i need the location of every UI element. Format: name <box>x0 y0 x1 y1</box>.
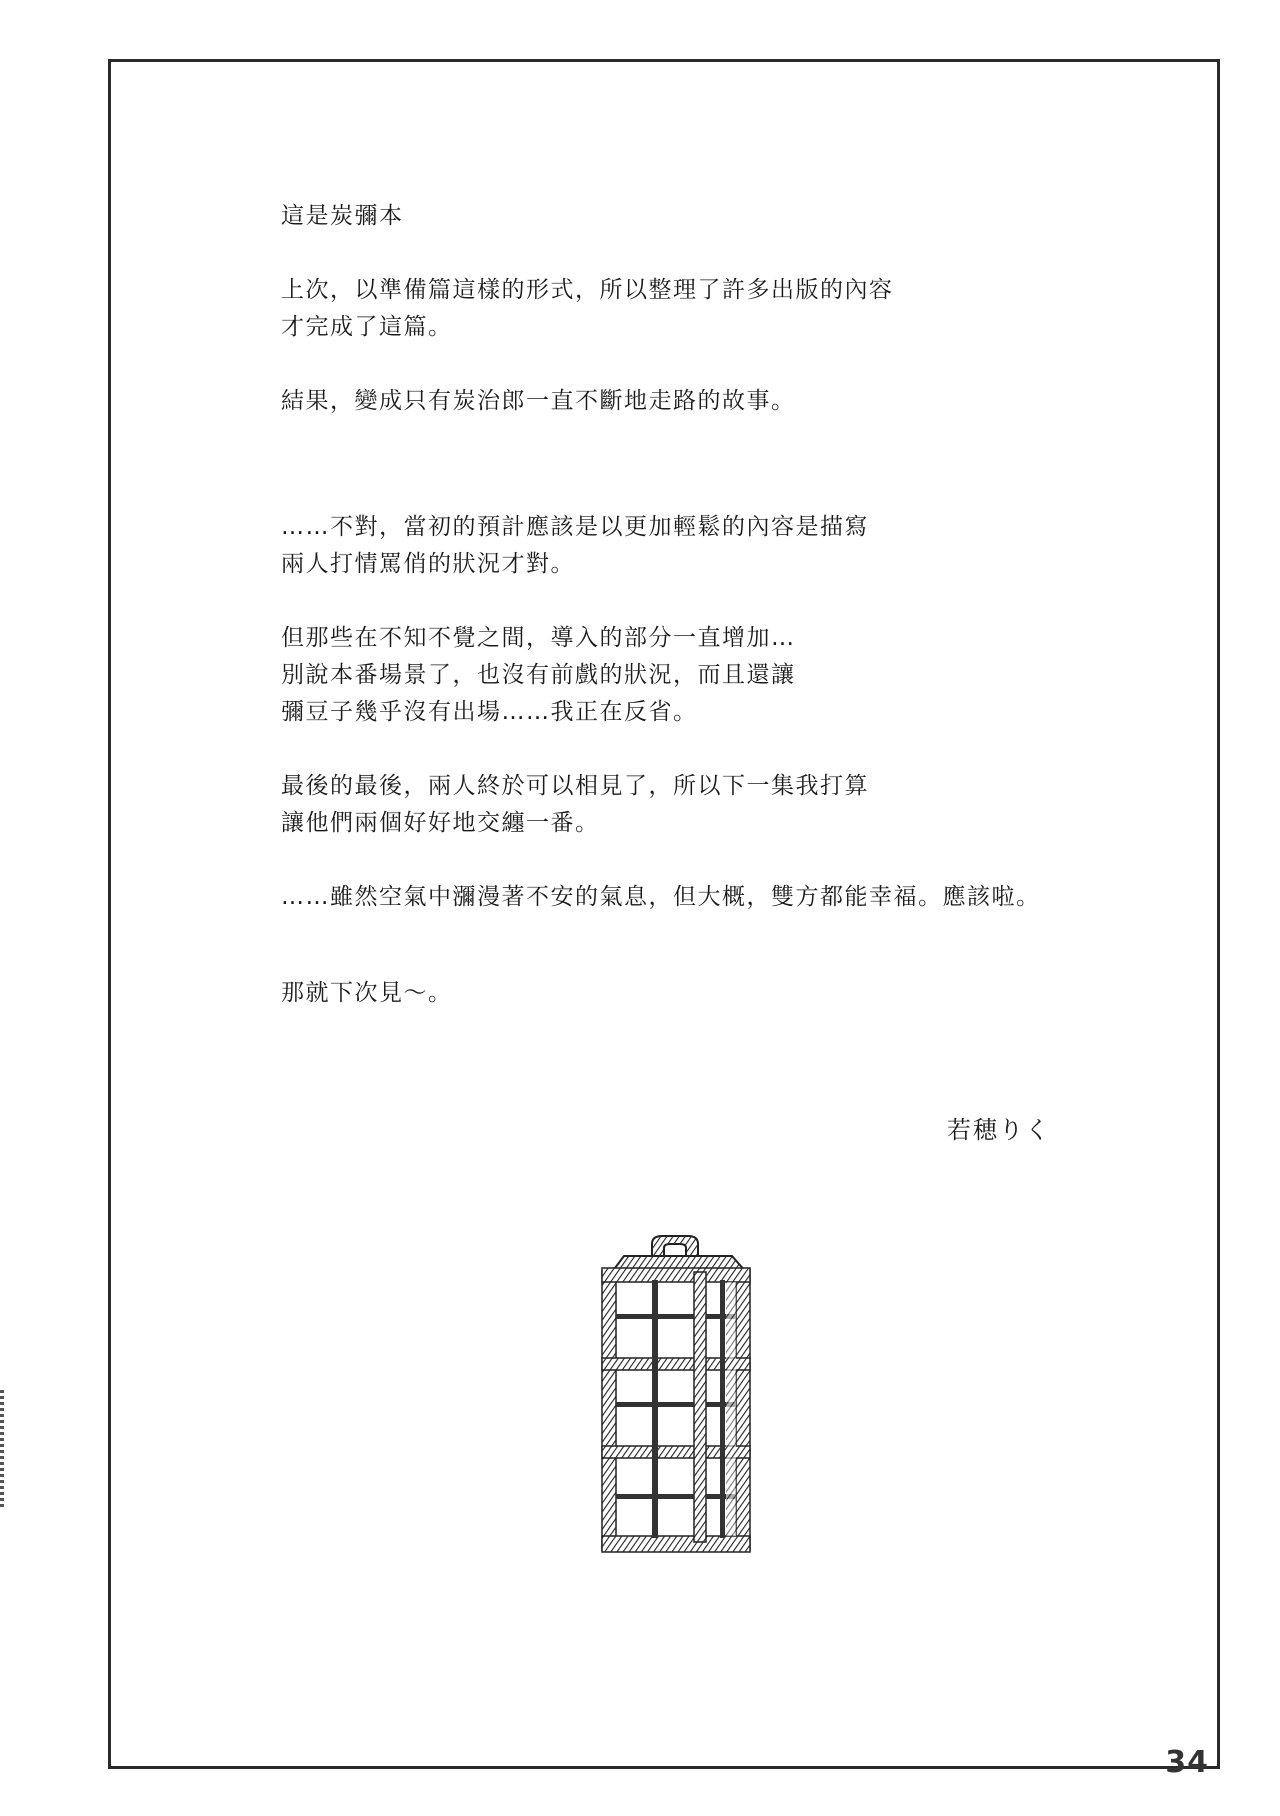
letter-line: 讓他們兩個好好地交纏一番。 <box>281 809 600 836</box>
letter-line: 但那些在不知不覺之間，導入的部分一直增加… <box>281 624 796 651</box>
letter-line: ……雖然空氣中瀰漫著不安的氣息，但大概，雙方都能幸福。應該啦。 <box>281 883 1041 910</box>
letter-paragraph <box>281 383 1181 420</box>
letter-paragraph <box>281 768 1181 842</box>
letter-line: 上次，以準備篇這樣的形式，所以整理了許多出版的內容 <box>281 277 894 303</box>
letter-paragraph <box>281 620 1181 731</box>
scan-edge-mark <box>0 1390 4 1510</box>
page-number: 34 <box>1165 1745 1209 1780</box>
letter-paragraph <box>281 879 1181 916</box>
afterword-text <box>281 198 1181 1012</box>
letter-paragraph <box>281 198 1181 235</box>
letter-line: 彌豆子幾乎沒有出場……我正在反省。 <box>281 698 698 725</box>
lantern-drawing <box>590 1232 770 1562</box>
letter-line: 最後的最後，兩人終於可以相見了，所以下一集我打算 <box>281 772 869 799</box>
letter-line: 那就下次見～。 <box>281 979 453 1006</box>
letter-paragraph <box>281 975 1181 1012</box>
letter-line: 兩人打情罵俏的狀況才對。 <box>281 550 575 577</box>
letter-line: 才完成了這篇。 <box>281 314 453 340</box>
letter-line: ……不對，當初的預計應該是以更加輕鬆的內容是描寫 <box>281 513 869 540</box>
author-signature: 若穂りく <box>947 1116 1051 1144</box>
letter-line: 別說本番場景了，也沒有前戲的狀況，而且還讓 <box>281 661 796 688</box>
letter-paragraph <box>281 272 1181 346</box>
letter-paragraph <box>281 509 1181 583</box>
letter-line: 這是炭彌本 <box>281 203 404 229</box>
letter-line: 結果，變成只有炭治郎一直不斷地走路的故事。 <box>281 388 796 414</box>
